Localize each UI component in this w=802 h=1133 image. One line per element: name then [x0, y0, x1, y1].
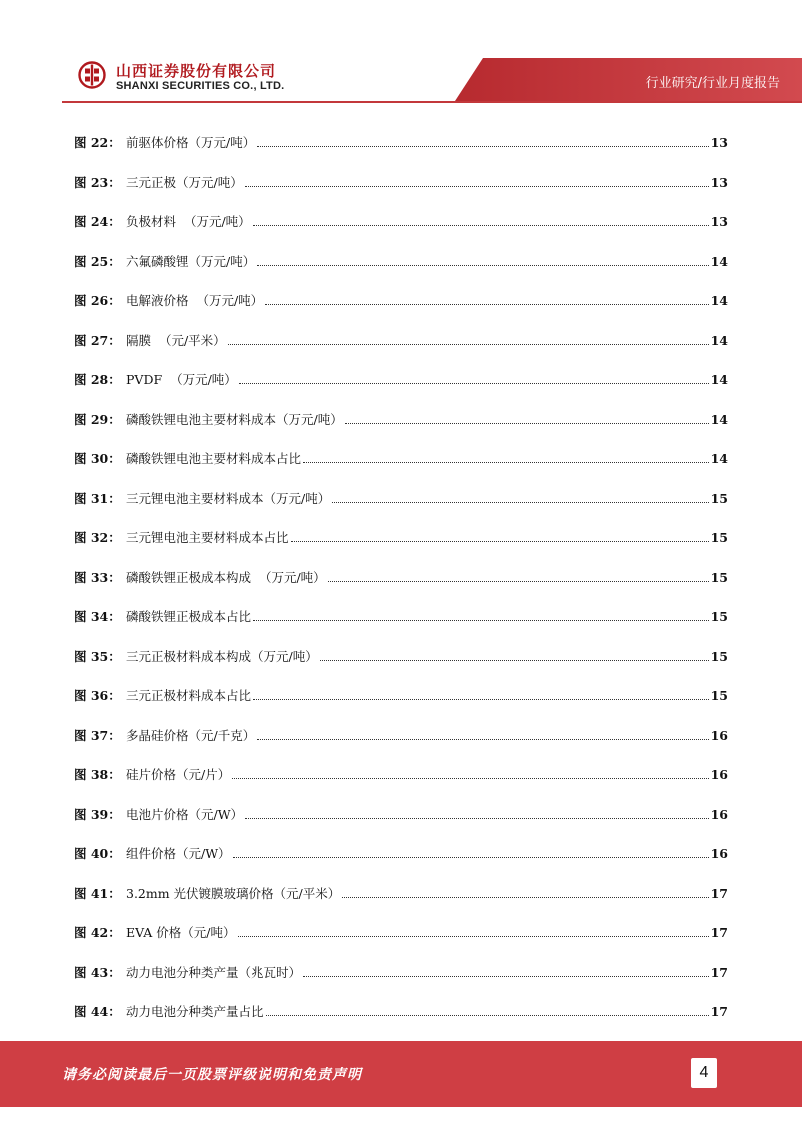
- toc-figure-number: 图 34：: [74, 609, 121, 624]
- toc-row[interactable]: [74, 171, 728, 191]
- toc-row[interactable]: [74, 605, 728, 625]
- toc-page-number: 14: [710, 451, 728, 466]
- toc-row[interactable]: [74, 210, 728, 230]
- toc-row[interactable]: [74, 684, 728, 704]
- toc-leader-dots: [291, 541, 709, 542]
- toc-figure-title: 六氟磷酸锂（万元/吨）: [126, 253, 256, 269]
- toc-leader-dots: [253, 225, 709, 226]
- toc-page-number: 16: [710, 727, 728, 743]
- toc-figure-number: 图 40：: [74, 846, 121, 861]
- toc-page-number: 15: [710, 648, 728, 664]
- toc-figure-title: PVDF （万元/吨）: [126, 372, 237, 387]
- toc-leader-dots: [253, 620, 709, 621]
- toc-figure-title: 三元锂电池主要材料成本占比: [126, 530, 289, 545]
- toc-leader-dots: [238, 936, 709, 937]
- toc-figure-title: 三元正极（万元/吨）: [126, 174, 243, 190]
- company-name-en: SHANXI SECURITIES CO., LTD.: [116, 80, 285, 92]
- toc-figure-number: 图 23：: [74, 174, 121, 190]
- toc-figure-title: 动力电池分种类产量占比: [126, 1004, 264, 1019]
- toc-figure-number: 图 26：: [74, 293, 121, 308]
- toc-figure-number: 图 41：: [74, 885, 121, 901]
- toc-figure-number: 图 30：: [74, 451, 121, 466]
- toc-page-number: 16: [710, 767, 728, 782]
- toc-page-number: 17: [710, 885, 728, 901]
- toc-leader-dots: [320, 660, 709, 661]
- toc-figure-title: EVA 价格（元/吨）: [126, 925, 236, 940]
- toc-row[interactable]: [74, 368, 728, 388]
- toc-row[interactable]: [74, 408, 728, 428]
- toc-row[interactable]: [74, 882, 728, 902]
- toc-page-number: 17: [710, 925, 728, 940]
- toc-figure-number: 图 29：: [74, 411, 121, 427]
- header-divider: [62, 101, 802, 103]
- toc-figure-title: 动力电池分种类产量（兆瓦时）: [126, 964, 302, 980]
- toc-figure-title: 隔膜 （元/平米）: [126, 332, 226, 348]
- toc-figure-number: 图 24：: [74, 214, 121, 229]
- toc-page-number: 17: [710, 1004, 728, 1019]
- toc-figure-title: 电池片价格（元/W）: [126, 806, 244, 822]
- toc-figure-title: 负极材料 （万元/吨）: [126, 214, 251, 229]
- toc-page-number: 15: [710, 569, 728, 585]
- toc-page-number: 14: [710, 372, 728, 387]
- toc-page-number: 14: [710, 411, 728, 427]
- toc-figure-title: 电解液价格 （万元/吨）: [126, 293, 264, 308]
- toc-row[interactable]: [74, 645, 728, 665]
- toc-figure-title: 三元正极材料成本占比: [126, 688, 252, 703]
- toc-figure-title: 磷酸铁锂电池主要材料成本占比: [126, 451, 302, 466]
- toc-row[interactable]: [74, 803, 728, 823]
- toc-leader-dots: [232, 778, 708, 779]
- toc-figure-number: 图 43：: [74, 964, 121, 980]
- toc-page-number: 13: [710, 135, 728, 150]
- toc-figure-number: 图 28：: [74, 372, 121, 387]
- toc-row[interactable]: [74, 842, 728, 862]
- toc-leader-dots: [303, 976, 709, 977]
- toc-leader-dots: [328, 581, 709, 582]
- toc-row[interactable]: [74, 487, 728, 507]
- toc-row[interactable]: [74, 724, 728, 744]
- toc-figure-number: 图 31：: [74, 490, 121, 506]
- toc-figure-title: 组件价格（元/W）: [126, 846, 231, 861]
- toc-leader-dots: [266, 1015, 709, 1016]
- toc-row[interactable]: [74, 329, 728, 349]
- toc-figure-number: 图 32：: [74, 530, 121, 545]
- toc-figure-number: 图 35：: [74, 648, 121, 664]
- toc-page-number: 16: [710, 846, 728, 861]
- toc-page-number: 15: [710, 490, 728, 506]
- toc-row[interactable]: [74, 566, 728, 586]
- toc-page-number: 13: [710, 174, 728, 190]
- toc-figure-number: 图 37：: [74, 727, 121, 743]
- toc-figure-number: 图 44：: [74, 1004, 121, 1019]
- toc-leader-dots: [257, 265, 708, 266]
- page-number: 4: [691, 1058, 717, 1088]
- toc-row[interactable]: [74, 526, 728, 546]
- toc-leader-dots: [245, 818, 709, 819]
- toc-row[interactable]: [74, 250, 728, 270]
- toc-leader-dots: [245, 186, 709, 187]
- toc-leader-dots: [332, 502, 708, 503]
- toc-page-number: 15: [710, 609, 728, 624]
- toc-figure-title: 硅片价格（元/片）: [126, 767, 231, 782]
- toc-figure-title: 三元正极材料成本构成（万元/吨）: [126, 648, 318, 664]
- toc-figure-number: 图 36：: [74, 688, 121, 703]
- toc-leader-dots: [253, 699, 709, 700]
- toc-figure-title: 3.2mm 光伏镀膜玻璃价格（元/平米）: [126, 885, 341, 901]
- toc-leader-dots: [257, 146, 708, 147]
- toc-leader-dots: [239, 383, 709, 384]
- toc-row[interactable]: [74, 921, 728, 941]
- report-category: 行业研究/行业月度报告: [645, 76, 780, 91]
- toc-row[interactable]: [74, 289, 728, 309]
- toc-leader-dots: [265, 304, 708, 305]
- toc-leader-dots: [342, 897, 708, 898]
- toc-row[interactable]: [74, 1000, 728, 1020]
- toc-figure-number: 图 22：: [74, 135, 121, 150]
- toc-page-number: 15: [710, 530, 728, 545]
- toc-page-number: 17: [710, 964, 728, 980]
- toc-figure-number: 图 42：: [74, 925, 121, 940]
- toc-row[interactable]: [74, 763, 728, 783]
- toc-figure-number: 图 39：: [74, 806, 121, 822]
- toc-page-number: 14: [710, 293, 728, 308]
- toc-figure-title: 磷酸铁锂电池主要材料成本（万元/吨）: [126, 411, 343, 427]
- toc-leader-dots: [228, 344, 709, 345]
- toc-leader-dots: [233, 857, 709, 858]
- toc-figure-title: 前驱体价格（万元/吨）: [126, 135, 256, 150]
- toc-figure-title: 磷酸铁锂正极成本占比: [126, 609, 252, 624]
- company-name-cn: 山西证券股份有限公司: [116, 62, 277, 80]
- toc-leader-dots: [303, 462, 709, 463]
- toc-page-number: 15: [710, 688, 728, 703]
- toc-leader-dots: [257, 739, 708, 740]
- toc-row[interactable]: [74, 961, 728, 981]
- toc-figure-number: 图 38：: [74, 767, 121, 782]
- toc-page-number: 14: [710, 253, 728, 269]
- toc-row[interactable]: [74, 131, 728, 151]
- toc-page-number: 13: [710, 214, 728, 229]
- toc-figure-number: 图 27：: [74, 332, 121, 348]
- toc-row[interactable]: [74, 447, 728, 467]
- toc-figure-number: 图 33：: [74, 569, 121, 585]
- toc-figure-title: 三元锂电池主要材料成本（万元/吨）: [126, 490, 331, 506]
- toc-page-number: 14: [710, 332, 728, 348]
- toc-figure-title: 多晶硅价格（元/千克）: [126, 727, 256, 743]
- toc-figure-title: 磷酸铁锂正极成本构成 （万元/吨）: [126, 569, 326, 585]
- toc-page-number: 16: [710, 806, 728, 822]
- page-header: [0, 0, 802, 105]
- toc-leader-dots: [345, 423, 709, 424]
- footer-disclaimer: 请务必阅读最后一页股票评级说明和免责声明: [62, 1067, 362, 1083]
- toc-figure-number: 图 25：: [74, 253, 121, 269]
- sxzq-logo-icon: [78, 61, 106, 89]
